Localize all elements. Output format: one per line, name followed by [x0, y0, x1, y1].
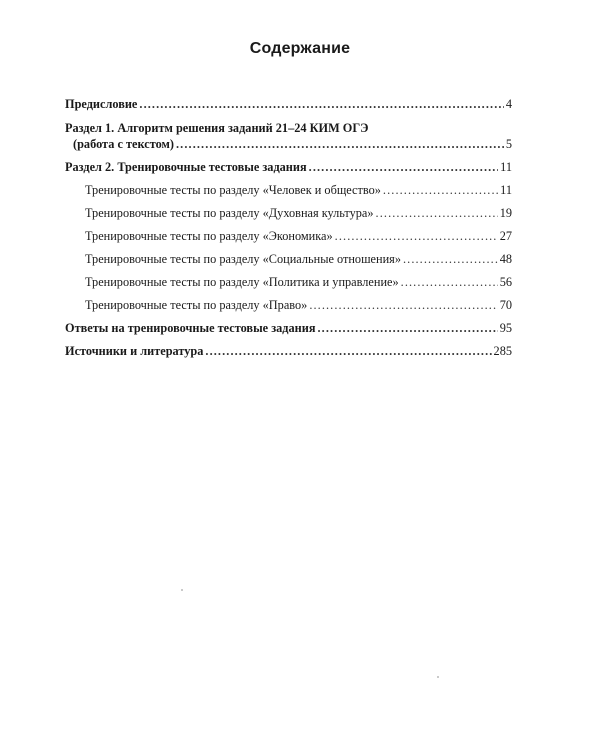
dot-leader [205, 343, 491, 359]
toc-entry-page: 5 [505, 137, 512, 151]
dot-leader [309, 297, 497, 313]
toc-entry-label: Ответы на тренировочные тестовые задания [65, 321, 316, 335]
toc-entry-label: Раздел 2. Тренировочные тестовые задания [65, 160, 307, 174]
toc-entry-label: Раздел 1. Алгоритм решения заданий 21–24 КИМ ОГЭ [65, 121, 369, 135]
dot-leader [383, 182, 498, 198]
toc-entry-label: Предисловие [65, 97, 138, 111]
dot-leader [376, 205, 498, 221]
dot-leader [309, 159, 499, 175]
toc-entry-page: 48 [499, 252, 512, 266]
toc-entry-page: 285 [493, 344, 512, 358]
dot-leader [318, 320, 498, 336]
toc-entry-subsection [65, 205, 512, 221]
dot-leader [403, 251, 498, 267]
toc-entry-section-2 [65, 159, 512, 175]
toc-entry-label: Тренировочные тесты по разделу «Человек и общество» [85, 183, 381, 197]
toc-entry-label: Тренировочные тесты по разделу «Духовная культура» [85, 206, 374, 220]
page-title: Содержание [249, 40, 351, 57]
dot-leader [139, 96, 503, 112]
toc-entry-page: 70 [499, 298, 512, 312]
toc-entry-section-1-line2 [65, 136, 512, 152]
toc-entry-sources [65, 343, 512, 359]
dot-leader [176, 136, 504, 152]
toc-entry-page: 95 [499, 321, 512, 335]
toc-entry-label-continued: (работа с текстом) [73, 137, 174, 151]
toc-entry-section-1 [65, 120, 512, 152]
dot-leader [401, 274, 498, 290]
toc-entry-page: 11 [500, 160, 512, 174]
toc-entry-subsection [65, 297, 512, 313]
toc-entry-label: Тренировочные тесты по разделу «Политика и управление» [85, 275, 399, 289]
toc-entry-subsection [65, 228, 512, 244]
dot-leader [335, 228, 498, 244]
toc-entry-page: 19 [499, 206, 512, 220]
toc-entry-answers [65, 320, 512, 336]
toc-entry-label: Тренировочные тесты по разделу «Социальные отношения» [85, 252, 401, 266]
scan-speck [181, 589, 183, 591]
toc-entry-page: 27 [499, 229, 512, 243]
toc-entry-label: Тренировочные тесты по разделу «Право» [85, 298, 308, 312]
toc-entry-subsection [65, 274, 512, 290]
toc-entry-subsection [65, 251, 512, 267]
toc-entry-page: 4 [505, 97, 512, 111]
toc-entry-label: Источники и литература [65, 344, 204, 358]
toc-entry-subsection [65, 182, 512, 198]
toc-entry-preface [65, 96, 512, 112]
toc-entry-page: 11 [500, 183, 512, 197]
scan-speck [437, 676, 439, 678]
toc-entry-page: 56 [499, 275, 512, 289]
table-of-contents [65, 96, 512, 359]
toc-entry-label: Тренировочные тесты по разделу «Экономика» [85, 229, 333, 243]
